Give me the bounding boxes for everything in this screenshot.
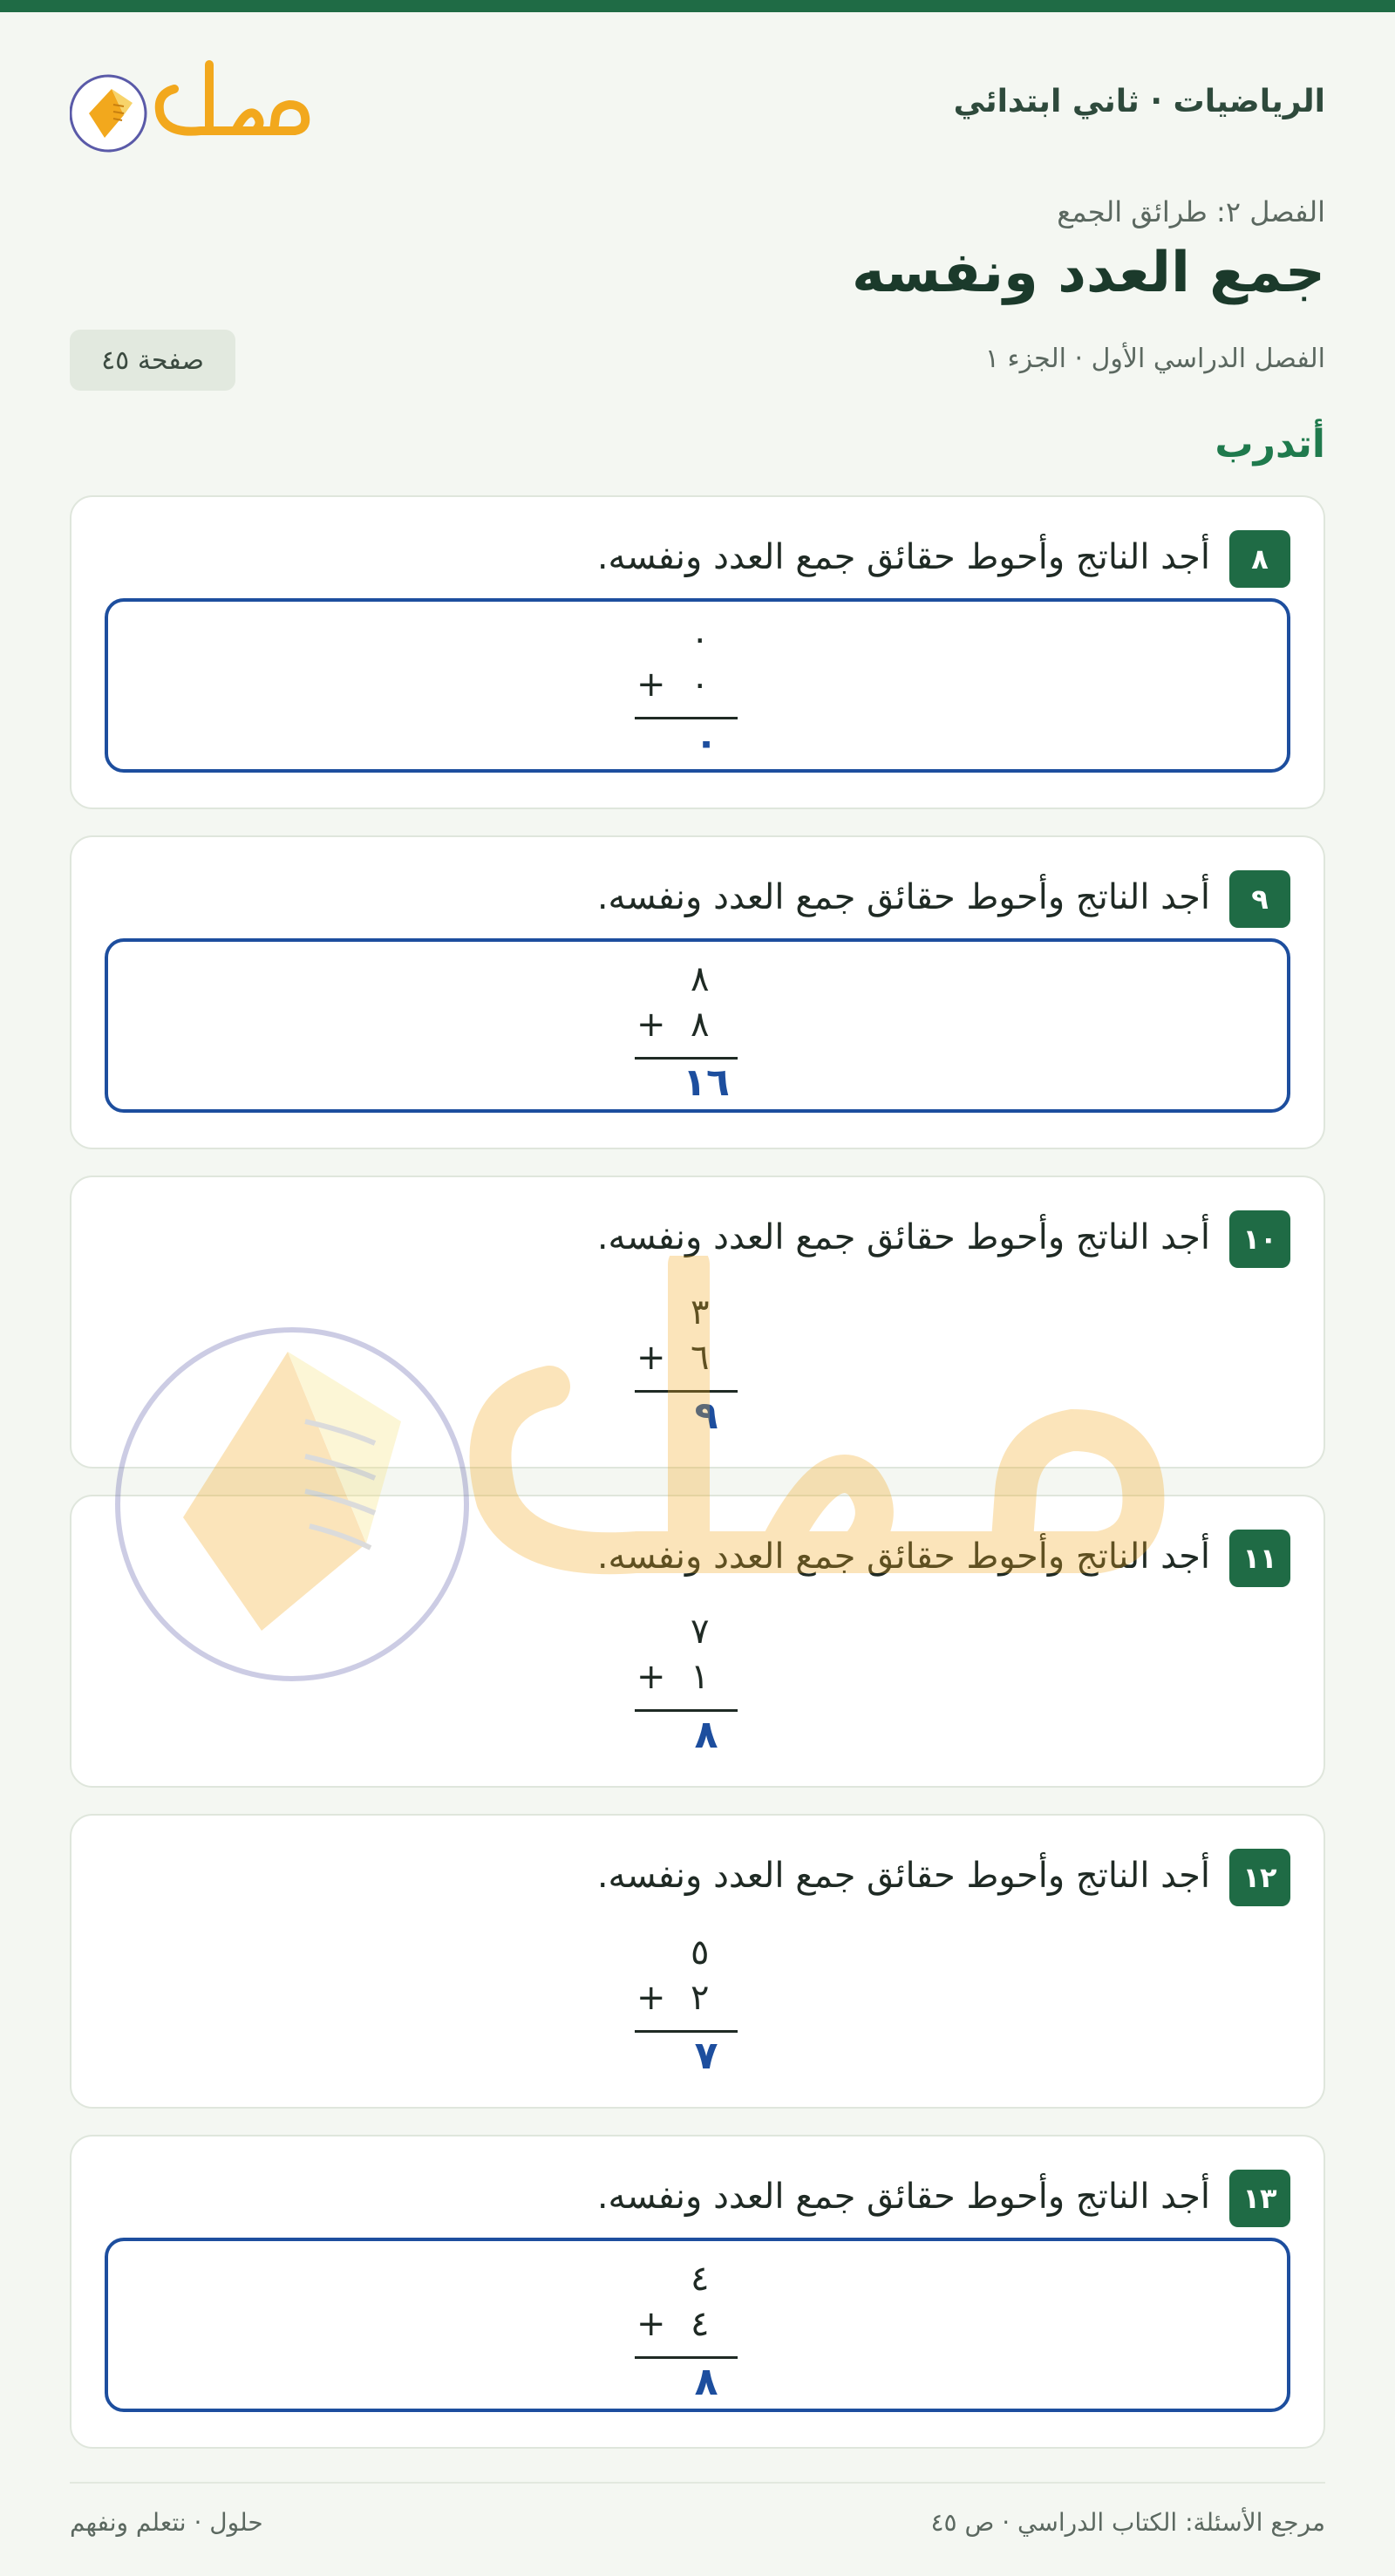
sum-result: ٨ (694, 1713, 718, 1757)
sum-result: ٠ (694, 720, 718, 765)
addend-bottom: ٨ (691, 1005, 710, 1045)
question-prompt: أجد الناتج وأحوط حقائق جمع العدد ونفسه. (596, 877, 1210, 917)
addend-bottom: ١ (691, 1657, 710, 1697)
sum-rule-line (635, 2356, 738, 2359)
question-card (70, 2135, 1325, 2449)
question-number-badge: ١٣ (1229, 2170, 1290, 2227)
addend-top: ٧ (691, 1612, 710, 1652)
sum-rule-line (635, 1390, 738, 1393)
subject-grade-label: الرياضيات · ثاني ابتدائي (953, 84, 1325, 119)
question-number-badge: ٩ (1229, 870, 1290, 928)
section-heading: أتدرب (1215, 422, 1325, 467)
question-prompt: أجد الناتج وأحوط حقائق جمع العدد ونفسه. (596, 2177, 1210, 2217)
question-prompt: أجد الناتج وأحوط حقائق جمع العدد ونفسه. (596, 1217, 1210, 1257)
sum-rule-line (635, 1057, 738, 1060)
logo-emblem-icon (70, 54, 331, 159)
question-prompt: أجد الناتج وأحوط حقائق جمع العدد ونفسه. (596, 537, 1210, 577)
question-card (70, 835, 1325, 1149)
footer-divider (70, 2482, 1325, 2484)
sum-rule-line (635, 2030, 738, 2033)
addend-top: ٤ (691, 2259, 710, 2299)
page-number-label: صفحة ٤٥ (101, 344, 204, 376)
sum-result: ٧ (694, 2034, 718, 2078)
sum-rule-line (635, 717, 738, 719)
plus-sign: + (636, 1657, 666, 1697)
top-accent-bar (0, 0, 1395, 12)
semester-label: الفصل الدراسي الأول · الجزء ١ (984, 344, 1325, 374)
addend-bottom: ٢ (691, 1978, 710, 2018)
chapter-label: الفصل ٢: طرائق الجمع (1057, 195, 1325, 228)
question-card (70, 1495, 1325, 1788)
page-title: جمع العدد ونفسه (851, 241, 1325, 305)
question-card (70, 495, 1325, 809)
plus-sign: + (636, 2304, 666, 2344)
question-prompt: أجد الناتج وأحوط حقائق جمع العدد ونفسه. (596, 1856, 1210, 1896)
sum-result: ٩ (694, 1394, 718, 1438)
addend-top: ٣ (691, 1292, 710, 1332)
addend-bottom: ٤ (691, 2304, 710, 2344)
brand-logo[interactable] (70, 54, 331, 159)
addend-bottom: ٦ (691, 1338, 710, 1378)
sum-rule-line (635, 1709, 738, 1712)
question-number-badge: ١٠ (1229, 1210, 1290, 1268)
addend-bottom: ٠ (691, 664, 710, 705)
footer-tagline: حلول · نتعلم ونفهم (70, 2508, 263, 2537)
sum-result: ٨ (694, 2360, 718, 2404)
plus-sign: + (636, 664, 666, 705)
footer-reference: مرجع الأسئلة: الكتاب الدراسي · ص ٤٥ (930, 2508, 1325, 2537)
question-number-badge: ١١ (1229, 1530, 1290, 1587)
plus-sign: + (636, 1338, 666, 1378)
plus-sign: + (636, 1005, 666, 1045)
question-card (70, 1176, 1325, 1469)
page-number-badge[interactable] (70, 330, 235, 391)
addend-top: ٠ (691, 619, 710, 659)
question-prompt: أجد الناتج وأحوط حقائق جمع العدد ونفسه. (596, 1537, 1210, 1577)
question-number-badge: ٨ (1229, 530, 1290, 588)
addend-top: ٥ (691, 1932, 710, 1973)
addend-top: ٨ (691, 959, 710, 999)
plus-sign: + (636, 1978, 666, 2018)
sum-result: ١٦ (683, 1060, 730, 1105)
question-card (70, 1814, 1325, 2109)
question-number-badge: ١٢ (1229, 1849, 1290, 1906)
